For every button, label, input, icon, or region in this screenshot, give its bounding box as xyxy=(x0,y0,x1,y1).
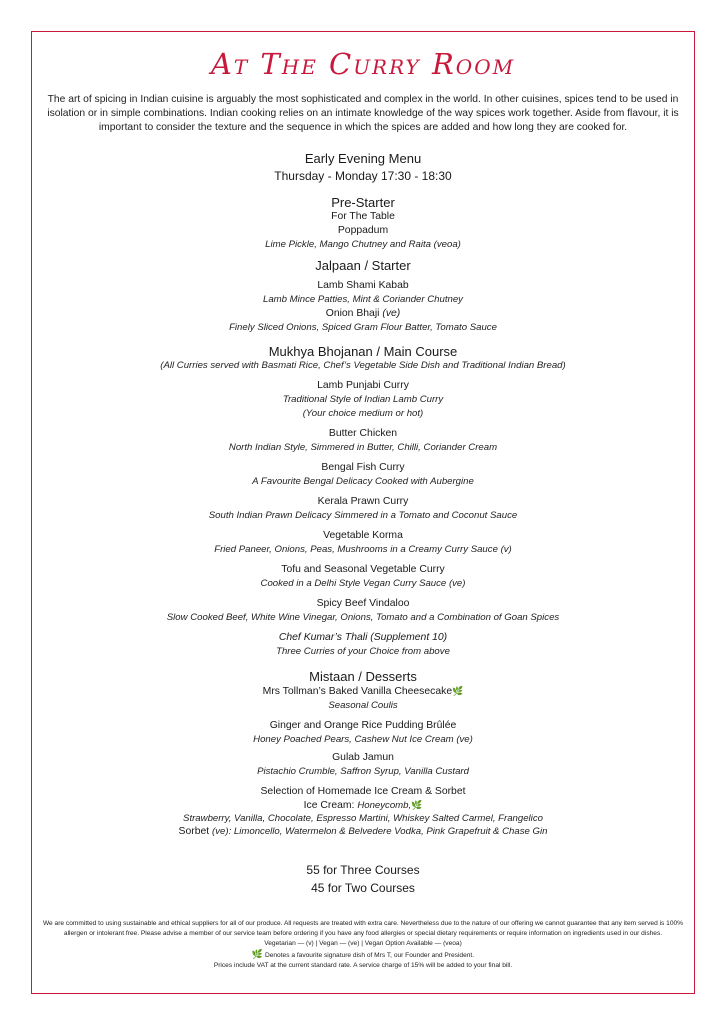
vat-note: Prices include VAT at the current standard rate. A service charge of 15% will be added to your final bill. xyxy=(213,962,513,969)
main-item-name: Bengal Fish Curry xyxy=(321,462,405,473)
sorbet-label: Sorbet xyxy=(178,826,210,837)
main-item-desc: Slow Cooked Beef, White Wine Vinegar, Onions, Tomato and a Combination of Goan Spices xyxy=(166,612,560,623)
ice-cream-line xyxy=(31,799,695,813)
dessert-item-desc: Honey Poached Pears, Cashew Nut Ice Cream (ve) xyxy=(253,734,473,745)
dessert-item-label: Mrs Tollman’s Baked Vanilla Cheesecake xyxy=(262,686,453,697)
main-item-desc: North Indian Style, Simmered in Butter, Chilli, Coriander Cream xyxy=(228,442,498,453)
starter-item-label: Onion Bhaji xyxy=(325,308,380,319)
main-item-name: Spicy Beef Vindaloo xyxy=(316,598,410,609)
dessert-item-desc: Pistachio Crumble, Saffron Syrup, Vanilla Custard xyxy=(257,766,469,777)
starter-item-name xyxy=(31,307,695,321)
thali-name: Chef Kumar’s Thali (Supplement 10) xyxy=(278,632,448,643)
signature-note xyxy=(39,949,687,961)
main-item-desc-extra: (Your choice medium or hot) xyxy=(302,408,424,419)
main-item-name: Kerala Prawn Curry xyxy=(317,496,409,507)
main-item-desc: A Favourite Bengal Delicacy Cooked with Aubergine xyxy=(252,476,474,487)
main-item-desc: Cooked in a Delhi Style Vegan Curry Sauce (ve) xyxy=(260,578,466,589)
ice-cream-special: Honeycomb, xyxy=(357,800,412,811)
ice-cream-label: Ice Cream: xyxy=(303,800,355,811)
footer xyxy=(39,919,687,971)
starter-item-name: Lamb Shami Kabab xyxy=(317,280,409,291)
ice-cream-list: Strawberry, Vanilla, Chocolate, Espresso Martini, Whiskey Salted Carmel, Frangelico xyxy=(183,813,543,824)
starter-item-desc: Lamb Mince Patties, Mint & Coriander Chutney xyxy=(263,294,463,305)
sorbet-list: (ve): Limoncello, Watermelon & Belvedere Vodka, Pink Grapefruit & Chase Gin xyxy=(212,826,548,837)
menu-page xyxy=(31,31,695,994)
price-two-courses: 45 for Two Courses xyxy=(311,881,415,895)
main-item-name: Tofu and Seasonal Vegetable Curry xyxy=(281,564,445,575)
main-item-desc: Fried Paneer, Onions, Peas, Mushrooms in a Creamy Curry Sauce (v) xyxy=(214,544,512,555)
for-table-label: For The Table xyxy=(331,211,395,222)
diet-tag: (ve) xyxy=(382,308,401,319)
main-item-name: Butter Chicken xyxy=(328,428,398,439)
pre-starter-item: Poppadum xyxy=(337,225,389,236)
sorbet-line xyxy=(31,825,695,839)
intro-text: The art of spicing in Indian cuisine is arguably the most sophisticated and complex in the world. In other cuisines, spices tend to be used in isolation or in simple combinations. Indian cooking relies on an intimate knowledge of the way spices work together. Aside from flavour, it is important to consider the texture and the sequence in which the spices are added and how long they are cooked for. xyxy=(47,94,679,133)
main-heading: Mukhya Bhojanan / Main Course xyxy=(268,344,458,359)
page-title: At The Curry Room xyxy=(210,47,516,81)
dessert-item-name: Ginger and Orange Rice Pudding Brûlée xyxy=(269,720,457,731)
price-three-courses: 55 for Three Courses xyxy=(306,863,420,877)
menu-hours: Thursday - Monday 17:30 - 18:30 xyxy=(274,169,452,183)
main-item-name: Lamb Punjabi Curry xyxy=(317,380,409,391)
pre-starter-desc: Lime Pickle, Mango Chutney and Raita (veoa) xyxy=(265,239,461,250)
leaf-icon: 🌿 xyxy=(411,800,423,810)
pre-starter-heading: Pre-Starter xyxy=(331,195,395,210)
main-note: (All Curries served with Basmati Rice, Chef’s Vegetable Side Dish and Traditional Indian Bread) xyxy=(160,360,566,371)
main-item-desc: Traditional Style of Indian Lamb Curry xyxy=(282,394,444,405)
thali-desc: Three Curries of your Choice from above xyxy=(276,646,450,657)
leaf-icon: 🌿 xyxy=(452,686,464,696)
main-item-desc: South Indian Prawn Delicacy Simmered in a Tomato and Coconut Sauce xyxy=(208,510,518,521)
ice-cream-title: Selection of Homemade Ice Cream & Sorbet xyxy=(260,786,466,797)
menu-name: Early Evening Menu xyxy=(304,151,422,166)
diet-key: Vegetarian — (v) | Vegan — (ve) | Vegan Option Available — (veoa) xyxy=(264,940,462,947)
dessert-item-desc: Seasonal Coulis xyxy=(328,700,398,711)
desserts-heading: Mistaan / Desserts xyxy=(309,669,417,684)
starter-item-desc: Finely Sliced Onions, Spiced Gram Flour Batter, Tomato Sauce xyxy=(229,322,497,333)
leaf-icon: 🌿 xyxy=(251,949,264,959)
main-item-name: Vegetable Korma xyxy=(323,530,403,541)
dessert-item-name xyxy=(31,684,695,699)
signature-note-text: Denotes a favourite signature dish of Mrs T, our Founder and President. xyxy=(264,952,475,959)
starter-heading: Jalpaan / Starter xyxy=(315,258,411,273)
dessert-item-name: Gulab Jamun xyxy=(332,752,394,763)
allergen-notice: We are committed to using sustainable and ethical suppliers for all of our produce. All requests are treated with extra care. Nevertheless due to the nature of our offering we cannot guarantee that any item served is 100% allergen or intolerant free. Please advise a member of our service team before ordering if you have any food allergies or special dietary requirements or require information on ingredients used in our dishes. xyxy=(42,920,684,937)
